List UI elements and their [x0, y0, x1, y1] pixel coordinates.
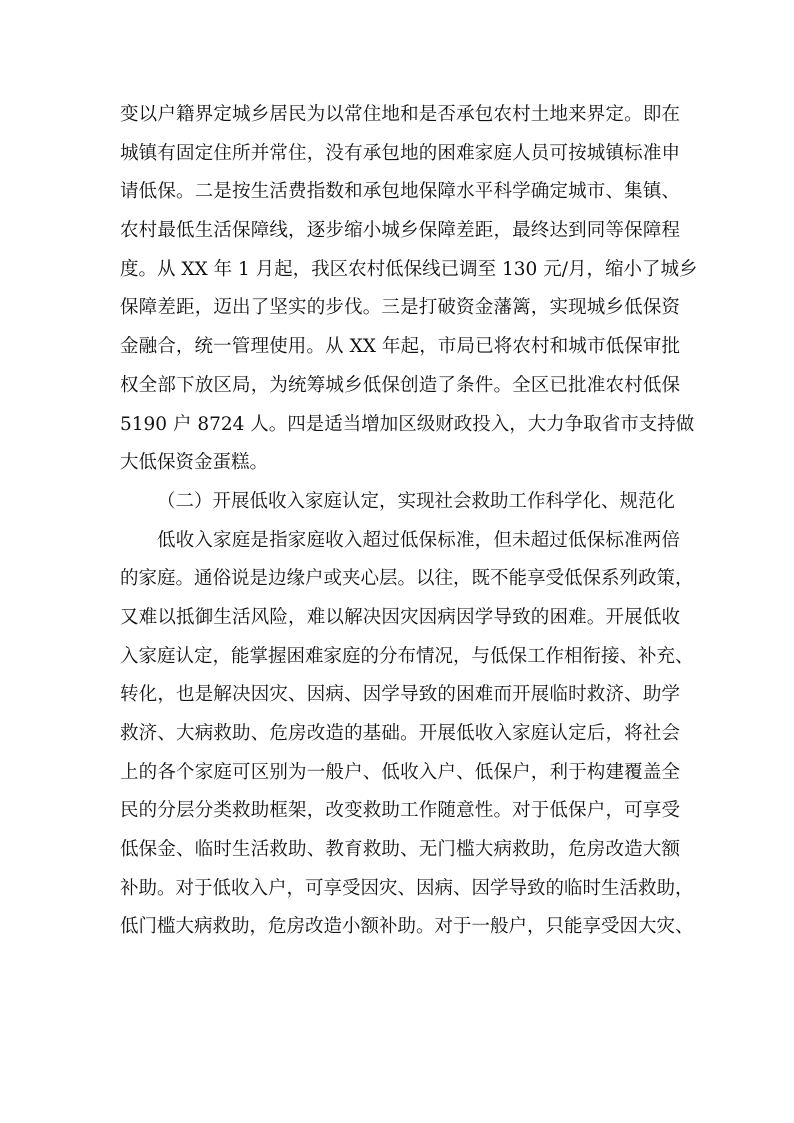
text-line: （二）开展低收入家庭认定，实现社会救助工作科学化、规范化	[157, 490, 676, 512]
text-line: 又难以抵御生活风险，难以解决因灾因病因学导致的困难。开展低收	[120, 606, 680, 628]
text-line: 的家庭。通俗说是边缘户或夹心层。以往，既不能享受低保系列政策，	[120, 568, 694, 590]
text-line: 度。从 XX 年 1 月起，我区农村低保线已调至 130 元/月，缩小了城乡	[120, 258, 698, 280]
text-line: 转化，也是解决因灾、因病、因学导致的困难而开展临时救济、助学	[120, 684, 680, 706]
text-line: 保障差距，迈出了坚实的步伐。三是打破资金藩篱，实现城乡低保资	[120, 297, 680, 319]
text-line: 补助。对于低收入户，可享受因灾、因病、因学导致的临时生活救助，	[120, 877, 694, 899]
text-line: 金融合，统一管理使用。从 XX 年起，市局已将农村和城市低保审批	[120, 336, 680, 358]
text-line: 民的分层分类救助框架，改变救助工作随意性。对于低保户，可享受	[120, 800, 680, 822]
text-line: 5190 户 8724 人。四是适当增加区级财政投入，大力争取省市支持做	[120, 413, 695, 435]
text-line: 入家庭认定，能掌握困难家庭的分布情况，与低保工作相衔接、补充、	[120, 645, 694, 667]
text-line: 城镇有固定住所并常住，没有承包地的困难家庭人员可按城镇标准申	[120, 142, 680, 164]
text-line: 变以户籍界定城乡居民为以常住地和是否承包农村土地来界定。即在	[120, 104, 680, 125]
text-line: 低保金、临时生活救助、教育救助、无门槛大病救助，危房改造大额	[120, 839, 680, 861]
text-line: 权全部下放区局，为统筹城乡低保创造了条件。全区已批准农村低保	[120, 374, 680, 396]
body-text	[120, 96, 698, 947]
text-line: 上的各个家庭可区别为一般户、低收入户、低保户，利于构建覆盖全	[120, 761, 680, 783]
text-line: 大低保资金蛋糕。	[120, 452, 269, 474]
text-line: 请低保。二是按生活费指数和承包地保障水平科学确定城市、集镇、	[120, 181, 680, 203]
text-line: 救济、大病救助、危房改造的基础。开展低收入家庭认定后，将社会	[120, 723, 680, 744]
text-line: 农村最低生活保障线，逐步缩小城乡保障差距，最终达到同等保障程	[120, 220, 680, 242]
text-line: 低收入家庭是指家庭收入超过低保标准，但未超过低保标准两倍	[157, 529, 680, 551]
text-line: 低门槛大病救助，危房改造小额补助。对于一般户，只能享受因大灾、	[120, 916, 694, 938]
